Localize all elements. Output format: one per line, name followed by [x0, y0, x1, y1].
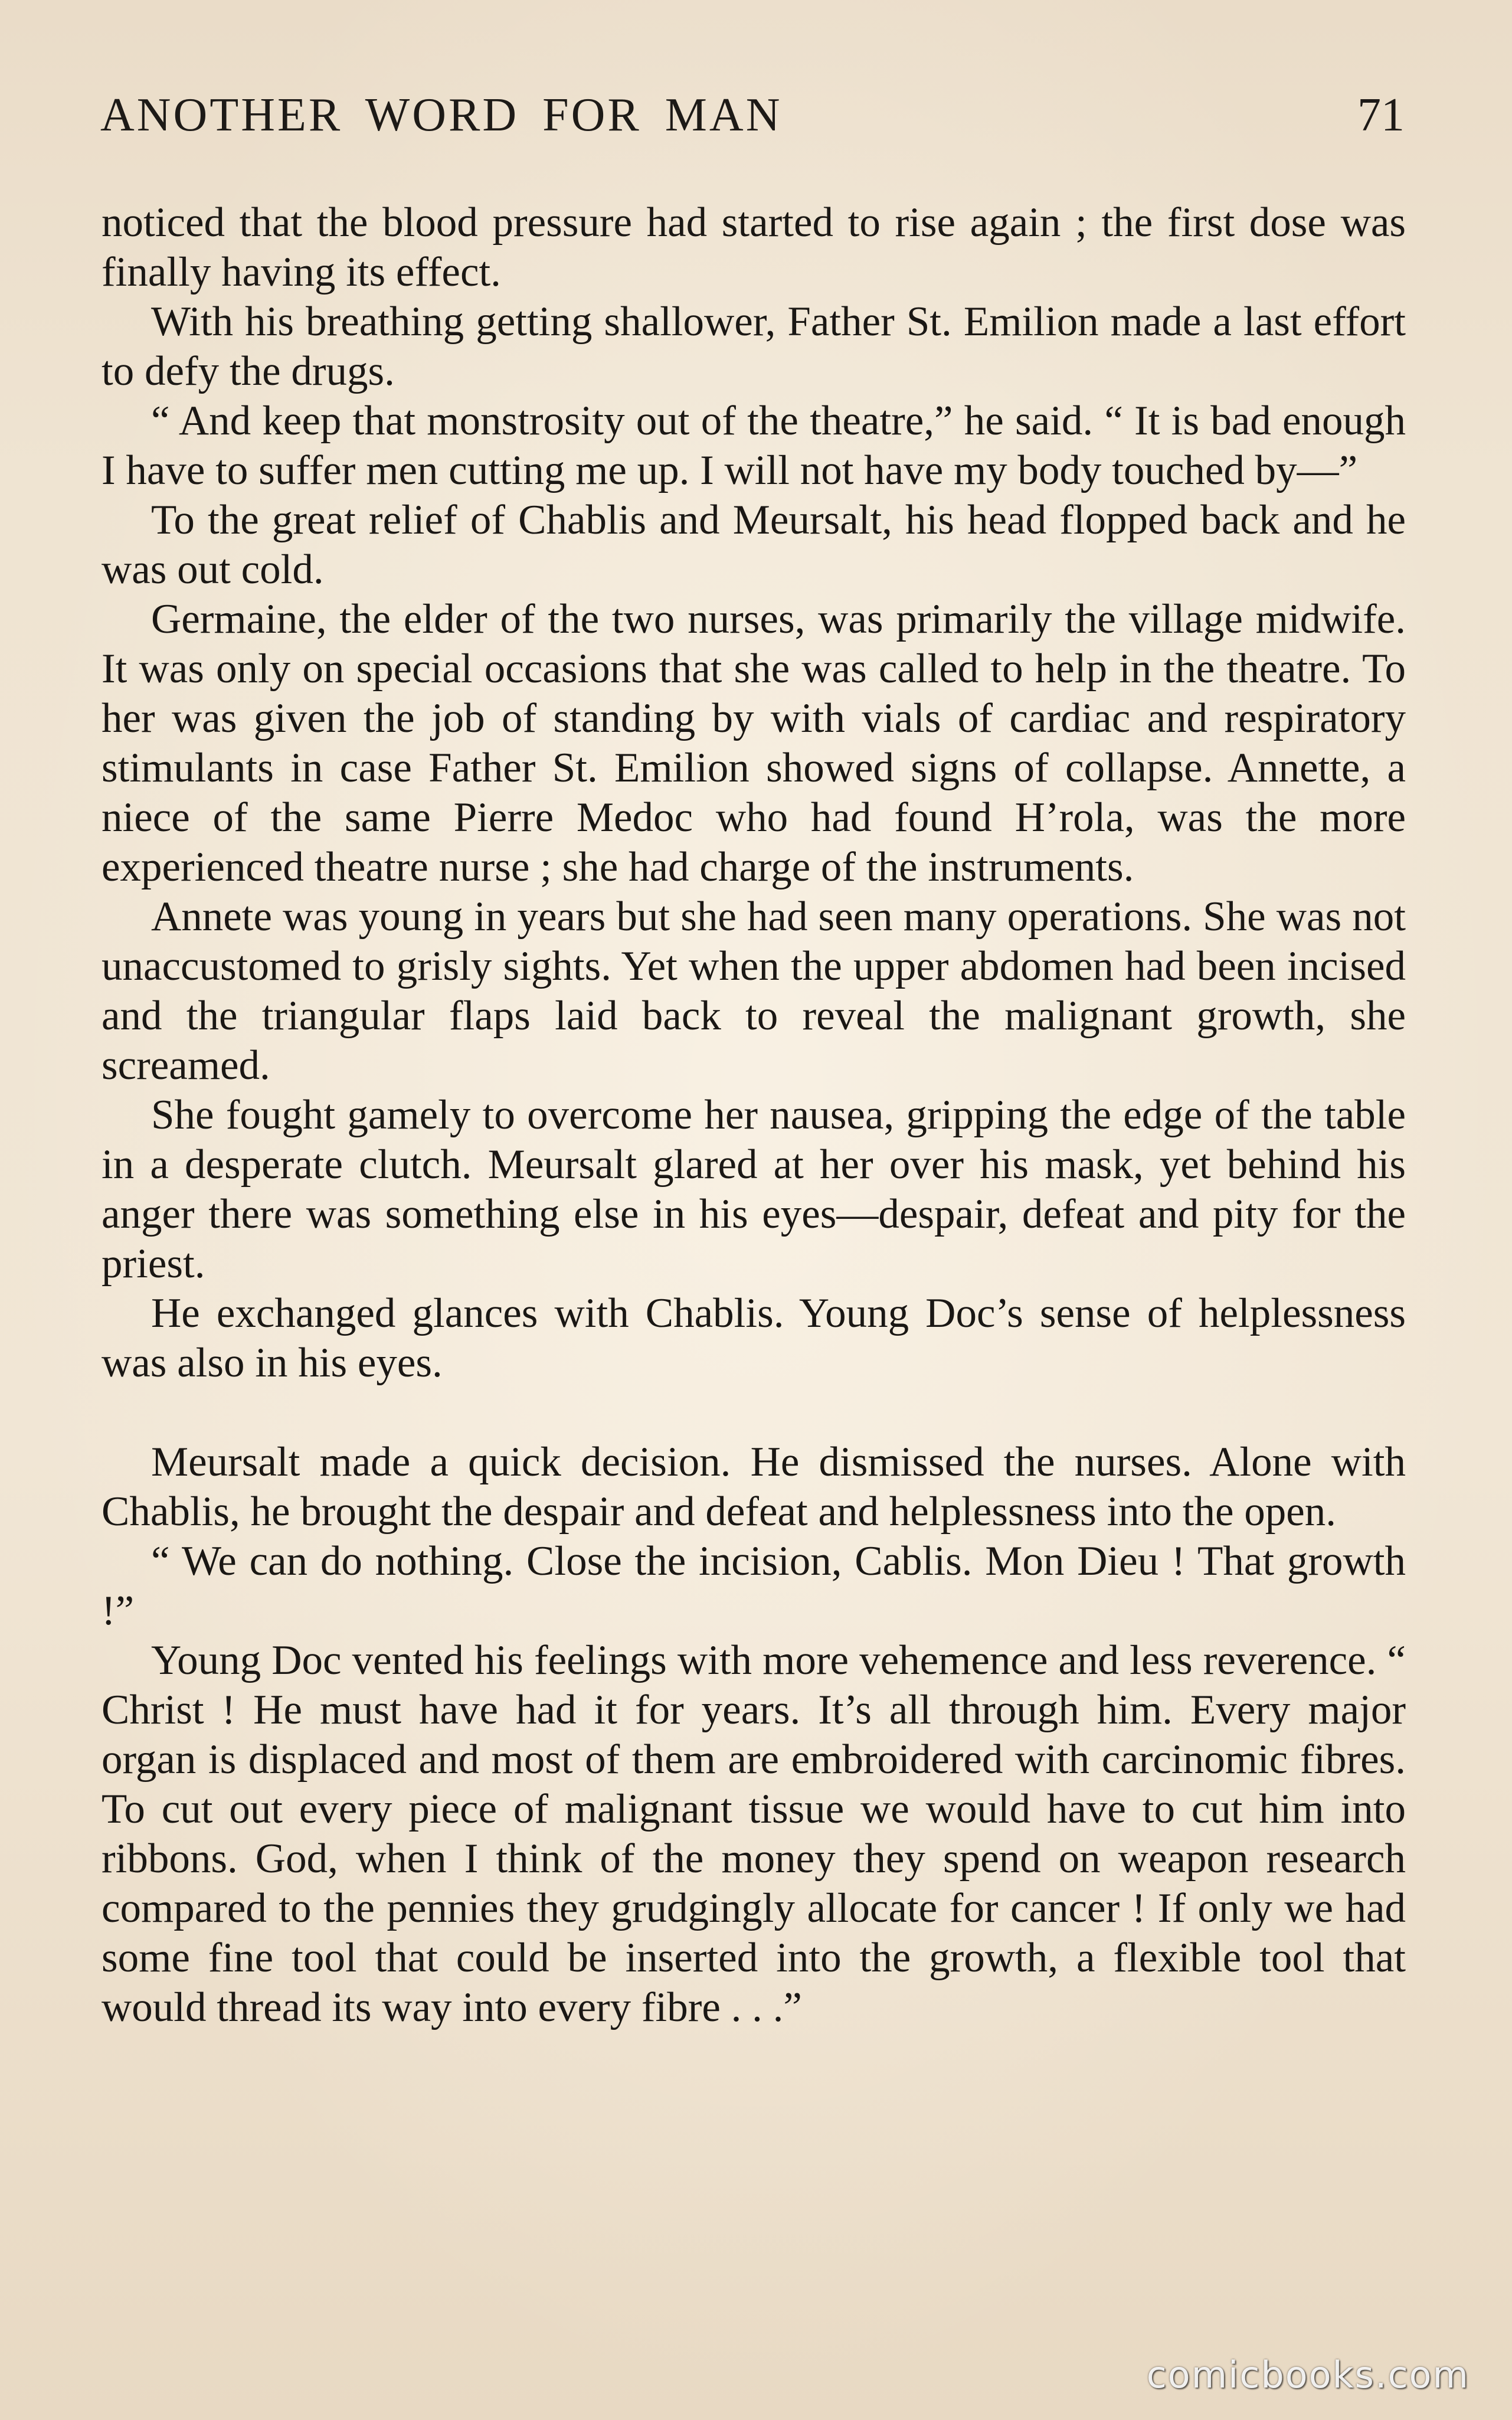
paragraph-2: With his breathing getting shallower, Father St. Emilion made a last effort to defy the drugs.: [102, 299, 1406, 394]
paragraph-3: “ And keep that monstrosity out of the theatre,” he said. “ It is bad enough I have to suffer men cutting me up. I will not have my body touched by—”: [102, 398, 1406, 493]
site-watermark: comicbooks.com: [1146, 2353, 1470, 2396]
running-head: ANOTHER WORD FOR MAN: [100, 89, 783, 141]
paragraph-8: He exchanged glances with Chablis. Young Doc’s sense of helplessness was also in his eyes.: [102, 1290, 1406, 1386]
paragraph-9: Meursalt made a quick decision. He dismissed the nurses. Alone with Chablis, he brought the despair and defeat and helplessness into the open.: [102, 1439, 1406, 1535]
paragraph-10: “ We can do nothing. Close the incision, Cablis. Mon Dieu ! That growth !”: [102, 1538, 1406, 1634]
page-header: [100, 89, 1405, 148]
body-text: [102, 198, 1406, 2032]
paragraph-1: noticed that the blood pressure had started to rise again ; the first dose was finally having its effect.: [102, 200, 1406, 295]
paragraph-11: Young Doc vented his feelings with more vehemence and less reverence. “ Christ ! He must have had it for years. It’s all through him. Every major organ is displaced and most of them are embroidered with carcinomic fibres. To cut out every piece of malignant tissue we would have to cut him into ribbons. God, when I think of the money they spend on weapon research compared to the pennies they grudgingly allocate for cancer ! If only we had some fine tool that could be inserted into the growth, a flexible tool that would thread its way into every fibre . . .”: [102, 1637, 1406, 2030]
paragraph-7: She fought gamely to overcome her nausea, gripping the edge of the table in a desperate clutch. Meursalt glared at her over his mask, yet behind his anger there was something else in his eyes—despair, defeat and pity for the priest.: [102, 1092, 1406, 1287]
paragraph-4: To the great relief of Chablis and Meursalt, his head flopped back and he was out cold.: [102, 497, 1406, 593]
page-number: 71: [1357, 89, 1405, 141]
paragraph-6: Annete was young in years but she had seen many operations. She was not unaccustomed to grisly sights. Yet when the upper abdomen had been incised and the triangular flaps laid back to reveal the malignant growth, she screamed.: [102, 894, 1406, 1088]
section-break: [102, 1388, 1406, 1437]
paragraph-5: Germaine, the elder of the two nurses, was primarily the village midwife. It was only on special occasions that she was called to help in the theatre. To her was given the job of standing by with vials of cardiac and respiratory stimulants in case Father St. Emilion showed signs of collapse. Annette, a niece of the same Pierre Medoc who had found H’rola, was the more experienced theatre nurse ; she had charge of the instruments.: [102, 596, 1406, 890]
